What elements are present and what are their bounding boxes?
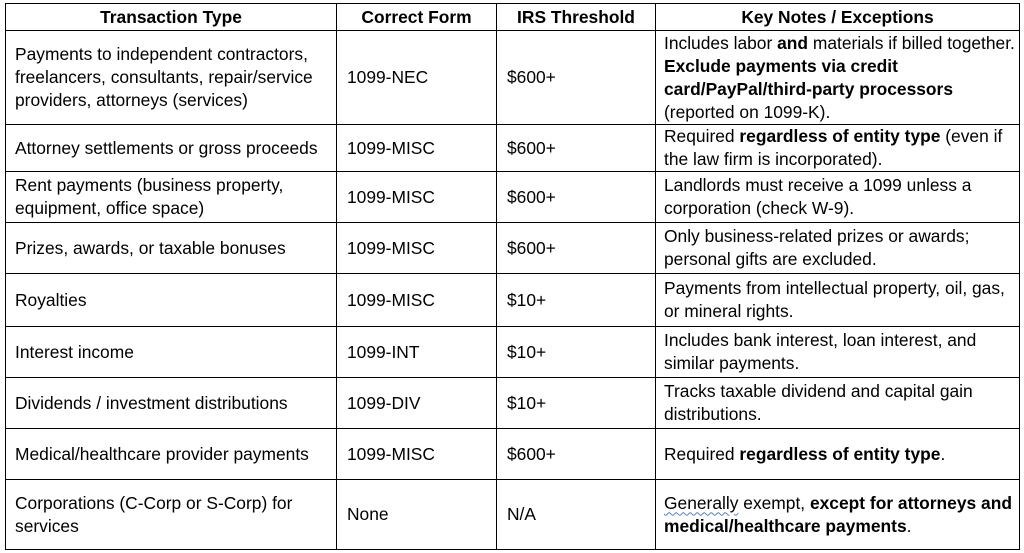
note-text-segment: regardless of entity type [739, 126, 941, 146]
note-text-segment: Tracks taxable dividend and capital gain distributions. [664, 381, 973, 424]
transaction-type-cell: Interest income [6, 327, 337, 378]
table-row [6, 31, 1020, 125]
transaction-type-cell: Payments to independent contractors, freelancers, consultants, repair/service providers, attorneys (services) [6, 31, 337, 125]
note-text-segment: exempt, [738, 492, 810, 513]
irs-threshold-cell: $600+ [497, 31, 656, 125]
key-notes-cell [656, 31, 1020, 125]
note-text-segment: Landlords must receive a 1099 unless a corporation (check W-9). [664, 175, 972, 218]
irs-threshold-cell: $600+ [497, 125, 656, 172]
note-text-segment: Includes bank interest, loan interest, and similar payments. [664, 330, 977, 373]
header-key-notes: Key Notes / Exceptions [656, 4, 1020, 31]
note-text-segment: Only business-related prizes or awards; personal gifts are excluded. [664, 226, 970, 269]
correct-form-cell: 1099-INT [337, 327, 497, 378]
table-row [6, 125, 1020, 172]
header-irs-threshold: IRS Threshold [497, 4, 656, 31]
table-row [6, 327, 1020, 378]
transaction-type-cell: Dividends / investment distributions [6, 378, 337, 429]
key-notes-cell [656, 125, 1020, 172]
correct-form-cell: 1099-DIV [337, 378, 497, 429]
transaction-type-cell: Attorney settlements or gross proceeds [6, 125, 337, 172]
irs-threshold-cell: $600+ [497, 172, 656, 223]
irs-threshold-cell: $600+ [497, 223, 656, 274]
correct-form-cell: 1099-MISC [337, 429, 497, 480]
key-notes-cell [656, 223, 1020, 274]
irs-1099-table [5, 3, 1020, 550]
correct-form-cell: 1099-MISC [337, 172, 497, 223]
note-text-segment: . [906, 515, 912, 536]
transaction-type-cell: Prizes, awards, or taxable bonuses [6, 223, 337, 274]
spellcheck-flagged-text: Generally [664, 492, 739, 513]
transaction-type-cell: Rent payments (business property, equipment, office space) [6, 172, 337, 223]
table-row [6, 274, 1020, 327]
note-text-segment: (reported on 1099-K). [664, 101, 831, 122]
correct-form-cell: 1099-MISC [337, 223, 497, 274]
header-correct-form: Correct Form [337, 4, 497, 31]
note-text-segment: and [777, 32, 809, 53]
table-row [6, 480, 1020, 550]
note-text-segment: Includes labor [664, 32, 778, 53]
note-text-segment: . [940, 443, 946, 464]
irs-threshold-cell: $10+ [497, 274, 656, 327]
table-body [6, 31, 1020, 550]
key-notes-cell [656, 274, 1020, 327]
note-text-segment: Payments from intellectual property, oil, gas, or mineral rights. [664, 278, 1005, 321]
note-text-segment: regardless of entity type [739, 443, 941, 464]
key-notes-cell [656, 172, 1020, 223]
note-text-segment: materials if billed together. [808, 32, 1015, 53]
correct-form-cell: 1099-MISC [337, 125, 497, 172]
table-row [6, 223, 1020, 274]
note-text-segment: Required [664, 126, 740, 146]
note-text-segment: (even if the law firm is incorporated). [664, 126, 1003, 169]
table-row [6, 429, 1020, 480]
irs-threshold-cell: $600+ [497, 429, 656, 480]
irs-threshold-cell: $10+ [497, 378, 656, 429]
correct-form-cell: None [337, 480, 497, 550]
key-notes-cell [656, 378, 1020, 429]
transaction-type-cell: Royalties [6, 274, 337, 327]
key-notes-cell [656, 480, 1020, 550]
note-text-segment: Required [664, 443, 740, 464]
transaction-type-cell: Corporations (C-Corp or S-Corp) for services [6, 480, 337, 550]
table-row [6, 172, 1020, 223]
note-text-segment: Exclude payments via credit card/PayPal/third-party processors [664, 55, 953, 99]
correct-form-cell: 1099-MISC [337, 274, 497, 327]
key-notes-cell [656, 327, 1020, 378]
transaction-type-cell: Medical/healthcare provider payments [6, 429, 337, 480]
key-notes-cell [656, 429, 1020, 480]
irs-threshold-cell: N/A [497, 480, 656, 550]
header-transaction-type: Transaction Type [6, 4, 337, 31]
correct-form-cell: 1099-NEC [337, 31, 497, 125]
header-row [6, 4, 1020, 31]
table-row [6, 378, 1020, 429]
irs-threshold-cell: $10+ [497, 327, 656, 378]
note-text-segment: except for attorneys and medical/healthcare payments [664, 492, 1012, 536]
